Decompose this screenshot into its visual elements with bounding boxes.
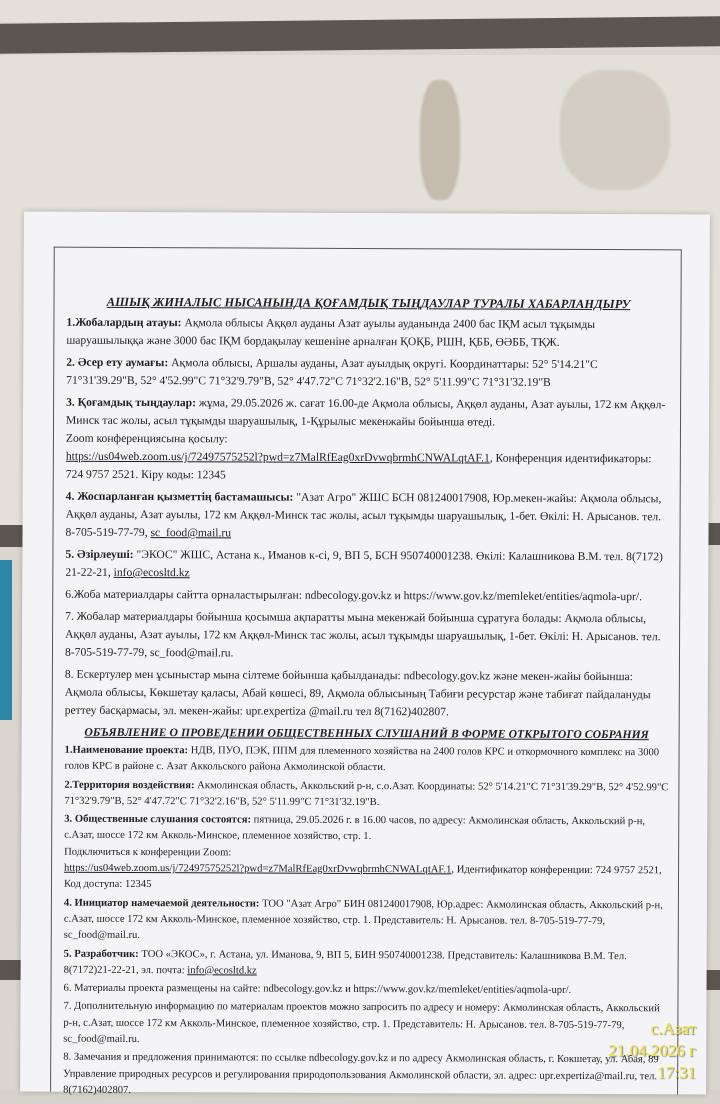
notice-item-2: 2. Әсер ету аумағы: Ақмола облысы, Аршалы ауданы, Азат ауылдық округі. Координаттары: 52° 5'14.21"С 71°31'39.29"В, 52° 4'52.99"С 71°32'9.79"В, 52° 4'47.72"С 71°32'2.16"В, 52° 5'11.99"С 71°31'32.19"В: [66, 355, 598, 389]
notice-item-8: 8. Ескертулер мен ұсыныстар мына сілтеме бойынша қабылданады: ndbecology.gov.kz және мекен-жайы бойынша: Ақмола облысы, Көкшетау қаласы, Абай көшесі, 89, Ақмола облысының Табиғи ресурстар және табиғат пайдалануды реттеу басқармасы, эл. мекен-жайы: upr.expertiza @mail.ru тел 8(7162)402807.: [64, 667, 651, 719]
notice-item-4: 4. Жоспарланған қызметтің бастамашысы: "Азат Агро" ЖШС БСН 081240017908, Юр.мекен-жайы: Ақмола облысы, Аққөл ауданы, Азат ауылы, 172 км Аққөл-Минск тас жолы, асыл тұқымды шаруашылық, 1-бет. Өкілі: Н. Арысанов. тел. 8-705-519-77-79, sc_food@mail.ru: [65, 489, 662, 540]
email-link: info@ecosltd.kz: [187, 965, 257, 977]
notice-item-2: 2.Территория воздействия: Акмолинская область, Аккольский р-н, с.о.Азат. Координаты: 52° 5'14.21"С 71°31'39.29"В, 52° 4'52.99"С 71°32'9.79"В, 52° 4'47.72"С 71°32'2.16"В, 52° 5'11.99"С 71°31'32.19"В.: [64, 779, 669, 808]
notice-item-6: 6. Материалы проекта размещены на сайте: ndbecology.gov.kz и https://www.gov.kz/memleket/entities/aqmola-upr/.: [63, 982, 572, 997]
notice-item-4: 4. Инициатор намечаемой деятельности: ТОО "Азат Агро" БИН 081240017908, Юр.адрес: Акмолинская область, Аккольский р-н, с.Азат, шоссе 172 км Акколь-Минское, племенное хозяйство, стр. 1. Представитель: Н. Арысанов. тел. 8-705-519-77-79, sc_food@mail.ru.: [63, 897, 663, 942]
notice-item-3: 3. Қоғамдық тыңдаулар: жұма, 29.05.2026 ж. сағат 16.00-де Ақмола облысы, Аққөл ауданы, Азат ауылы, 172 км Аққөл-Минск тас жолы, асыл тұқымды шаруашылық, 1-Құрылыс мекенжайы бойынша өтеді. Zoom конференциясына қосылу: https://us04web.zoom.us/j/72497575252l?pwd=z7MalRfEag0xrDvwqbrmhCNWALqtAF.1, Конференция идентификаторы: 724 9757 2521. Кіру коды: 12345: [65, 395, 666, 482]
notice-sheet: [20, 212, 710, 1095]
zoom-link: https://us04web.zoom.us/j/72497575252l?pwd=z7MalRfEag0xrDvwqbrmhCNWALqtAF.1: [65, 449, 490, 465]
wall-stain: [420, 80, 460, 200]
notice-item-3: 3. Общественные слушания состоятся: пятница, 29.05.2026 г. в 16.00 часов, по адресу: Акмолинская область, Аккольский р-н, с.Азат, шоссе 172 км Акколь-Минское, племенное хозяйство, стр. 1. Подключиться к конференции Zoom: https://us04web.zoom.us/j/72497575252l?pwd=z7MalRfEag0xrDvwqbrmhCNWALqtAF.1, Идентификатор конференции: 724 9757 2521, Код доступа: 12345: [63, 813, 662, 891]
email-link: info@ecosltd.kz: [113, 565, 190, 580]
notice-border: [50, 247, 682, 1095]
zoom-link: https://us04web.zoom.us/j/72497575252l?pwd=z7MalRfEag0xrDvwqbrmhCNWALqtAF.1: [64, 862, 452, 876]
notice-item-6: 6.Жоба материалдары сайтта орналастырылған: ndbecology.gov.kz и https://www.gov.kz/memleket/entities/aqmola-upr/.: [65, 587, 643, 604]
notice-item-7: 7. Дополнительную информацию по материалам проектов можно запросить по адресу и номеру: Акмолинская область, Аккольский р-н, с.Азат, шоссе 172 км Акколь-Минское, племенное хозяйство, стр. 1. Представитель: Н. Арысанов. тел. 8-705-519-77-79, sc_food@mail.ru.: [63, 1001, 660, 1046]
email-link: sc_food@mail.ru: [150, 526, 232, 540]
notice-item-1: 1.Наименование проекта: НДВ, ПУО, ПЭК, ППМ для племенного хозяйства на 2400 голов КРС и откормочного комплекс на 3000 голов КРС в районе с. Азат Аккольского района Акмолинской области.: [64, 744, 660, 774]
notice-item-5: 5. Әзірлеуші: "ЭКОС" ЖШС, Астана к., Иманов к-сі, 9, ВП 5, БСН 950740001238. Өкілі: Калашникова В.М. тел. 8(7172) 21-22-21, info@ecosltd.kz: [65, 547, 663, 580]
photo-timestamp: [608, 1018, 696, 1084]
notice-item-1: 1.Жобалардың атауы: Ақмола облысы Аққөл ауданы Азат ауылы ауданында 2400 бас ІҚМ асыл тұқымды шаруашылыққа және 3000 бас ІҚМ бордақылау кешеніне арналған ҚОҚБ, РШН, ҚББ, ӨӘББ, ТҚЖ.: [66, 315, 596, 349]
notice-item-7: 7. Жобалар материалдары бойынша қосымша ақпаратты мына мекенжай бойынша сұратуға болады: Ақмола облысы, Аққөл ауданы, Азат ауылы, 172 км Аққөл-Минск тас жолы, асыл тұқымды шаруашылық, 1-бет. Өкілі: Н. Арысанов. тел. 8-705-519-77-79, sc_food@mail.ru.: [64, 609, 661, 660]
stamp-place: с.Азат: [650, 1019, 696, 1038]
stamp-date: 21.04.2026 г: [608, 1041, 696, 1060]
stamp-time: 17:31: [657, 1063, 696, 1082]
notice-title-ru: ОБЪЯВЛЕНИЕ О ПРОВЕДЕНИИ ОБЩЕСТВЕННЫХ СЛУШАНИЙ В ФОРМЕ ОТКРЫТОГО СОБРАНИЯ: [84, 725, 649, 742]
wall-stain: [560, 70, 670, 190]
wall-grout-line: [0, 16, 720, 54]
wall-paint-mark: [0, 560, 12, 720]
notice-item-5: 5. Разработчик: ТОО «ЭКОС», г. Астана, ул. Иманова, 9, ВП 5, БИН 950740001238. Представитель: Калашникова В.М. Тел. 8(7172)21-22-21, эл. почта: info@ecosltd.kz: [63, 948, 627, 977]
notice-item-8: 8. Замечания и предложения принимаются: по ссылке ndbecology.gov.kz и по адресу Акмолинская область, г. Кокшетау, ул. Абая, 89 Управление природных ресурсов и регулирования природопользования Акмолинской области, эл. адрес: upr.expertiza@mail.ru, тел. 8(7162)402807.: [63, 1052, 659, 1096]
notice-kazakh: [65, 295, 671, 727]
notice-title-kz: АШЫҚ ЖИНАЛЫС НЫСАНЫНДА ҚОҒАМДЫҚ ТЫҢДАУЛАР ТУРАЛЫ ХАБАРЛАНДЫРУ: [106, 294, 631, 312]
notice-russian: [63, 726, 669, 1104]
